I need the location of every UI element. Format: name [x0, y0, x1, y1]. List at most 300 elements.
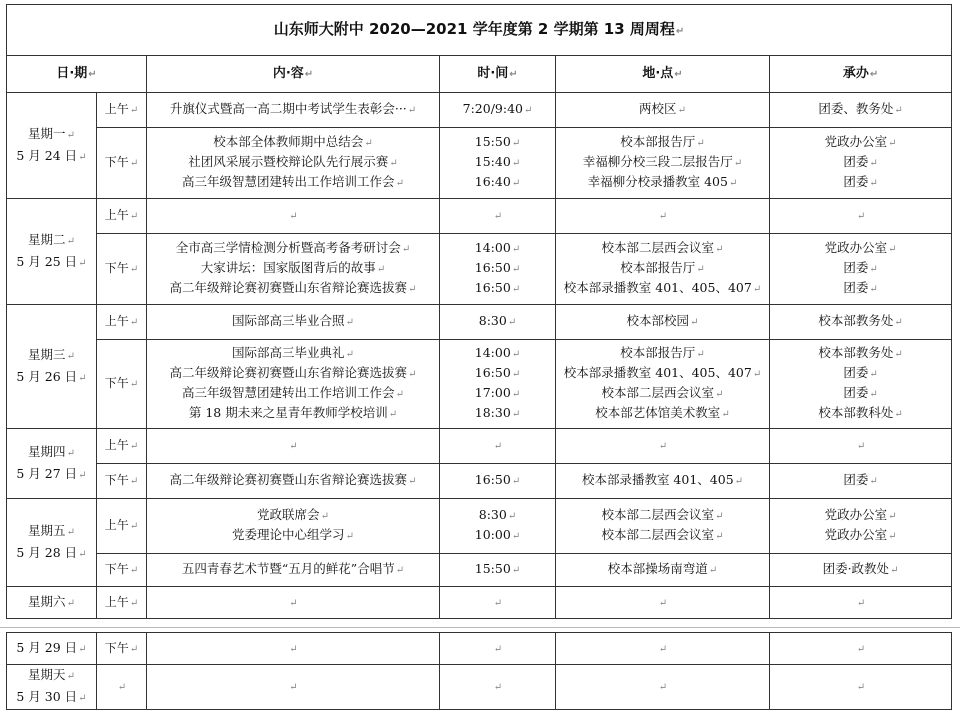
paragraph-mark: ↵ — [894, 105, 903, 116]
paragraph-mark: ↵ — [129, 211, 139, 222]
schedule-row-pm — [7, 464, 952, 499]
place-text: 校本部录播教室 401、405、407 — [563, 365, 752, 380]
place-line — [558, 526, 767, 546]
content-text: 第 18 期未来之星青年教师学校培训 — [188, 405, 388, 420]
header-date — [7, 56, 147, 93]
paragraph-mark: ↵ — [696, 138, 705, 149]
time-cell — [440, 554, 556, 587]
content-line — [149, 133, 437, 153]
host-text: 团委 — [843, 154, 869, 169]
place-line — [558, 133, 767, 153]
paragraph-mark: ↵ — [869, 178, 878, 189]
day-date: 5 月 28 日 — [16, 544, 78, 560]
place-text: 校本部校园 — [626, 313, 690, 328]
place-cell — [556, 429, 770, 464]
paragraph-mark: ↵ — [388, 409, 398, 420]
period-pm — [97, 464, 147, 499]
header-content — [147, 56, 440, 93]
paragraph-mark: ↵ — [894, 317, 903, 328]
time-line — [442, 384, 553, 404]
paragraph-mark: ↵ — [117, 682, 127, 693]
time-line — [442, 279, 553, 299]
content-text: 全市高三学情检测分析暨高考备考研讨会 — [175, 240, 401, 255]
host-line — [772, 259, 949, 279]
place-line — [558, 471, 767, 491]
period-pm — [97, 340, 147, 429]
header-time — [440, 56, 556, 93]
paragraph-mark: ↵ — [509, 68, 518, 80]
paragraph-mark: ↵ — [408, 284, 417, 295]
paragraph-mark: ↵ — [752, 284, 762, 295]
host-cell — [770, 429, 952, 464]
host-line — [772, 471, 949, 491]
paragraph-mark: ↵ — [894, 409, 903, 420]
host-cell — [770, 305, 952, 340]
place-line — [558, 404, 767, 424]
content-line — [149, 471, 437, 491]
schedule-page-2 — [6, 632, 951, 710]
day-date-line — [9, 146, 94, 168]
place-cell — [556, 199, 770, 234]
period-am — [97, 587, 147, 619]
host-text: 党政办公室 — [824, 527, 888, 542]
time-line — [442, 239, 553, 259]
host-cell — [770, 199, 952, 234]
time-line — [442, 100, 553, 120]
schedule-row-am — [7, 429, 952, 464]
paragraph-mark: ↵ — [734, 476, 744, 487]
host-text: 团委 — [843, 385, 869, 400]
paragraph-mark: ↵ — [511, 244, 521, 255]
time-text: 14:00 — [474, 345, 511, 360]
day-date: 5 月 25 日 — [16, 253, 78, 269]
paragraph-mark: ↵ — [66, 129, 75, 141]
place-text: 校本部录播教室 401、405 — [581, 472, 734, 487]
host-text: 校本部教务处 — [818, 345, 894, 360]
time-cell — [440, 93, 556, 128]
host-line — [772, 312, 949, 332]
paragraph-mark: ↵ — [658, 441, 668, 452]
period-label: 上午 — [104, 438, 129, 452]
time-text: 16:50 — [474, 280, 511, 295]
time-text: 16:50 — [474, 260, 511, 275]
paragraph-mark: ↵ — [129, 521, 139, 532]
paragraph-mark: ↵ — [511, 476, 521, 487]
paragraph-mark: ↵ — [66, 447, 75, 459]
period-pm — [97, 234, 147, 305]
period-am — [97, 199, 147, 234]
paragraph-mark: ↵ — [395, 178, 404, 189]
host-text: 团委·政教处 — [822, 561, 890, 576]
paragraph-mark: ↵ — [696, 349, 705, 360]
paragraph-mark: ↵ — [511, 349, 521, 360]
time-line — [442, 153, 553, 173]
place-text: 校本部报告厅 — [620, 345, 696, 360]
content-cell — [147, 340, 440, 429]
place-text: 校本部二层西会议室 — [601, 527, 715, 542]
content-line — [149, 384, 437, 404]
content-text: 高二年级辩论赛初赛暨山东省辩论赛选拔赛 — [169, 280, 408, 295]
paragraph-mark: ↵ — [507, 317, 517, 328]
host-line — [772, 593, 949, 613]
time-line — [442, 133, 553, 153]
content-cell — [147, 499, 440, 554]
paragraph-mark: ↵ — [289, 441, 298, 452]
day-cell — [7, 199, 97, 305]
paragraph-mark: ↵ — [888, 531, 897, 542]
paragraph-mark: ↵ — [78, 151, 87, 163]
paragraph-mark: ↵ — [511, 389, 521, 400]
paragraph-mark: ↵ — [658, 597, 668, 609]
content-text: 校本部全体教师期中总结会 — [213, 134, 364, 149]
period-am — [97, 429, 147, 464]
day-date-line — [9, 638, 94, 660]
paragraph-mark: ↵ — [708, 565, 718, 576]
content-cell — [147, 554, 440, 587]
day-cell — [7, 429, 97, 499]
paragraph-mark: ↵ — [289, 211, 298, 222]
place-text: 校本部二层西会议室 — [601, 507, 715, 522]
day-name: 星期天 — [28, 667, 66, 682]
time-cell — [440, 587, 556, 619]
paragraph-mark: ↵ — [493, 643, 503, 655]
host-line — [772, 404, 949, 424]
host-cell — [770, 554, 952, 587]
paragraph-mark: ↵ — [507, 511, 517, 522]
schedule-row-pm — [7, 234, 952, 305]
period-pm — [97, 128, 147, 199]
paragraph-mark: ↵ — [511, 178, 521, 189]
time-line — [442, 312, 553, 332]
day-cell — [7, 93, 97, 199]
place-cell — [556, 305, 770, 340]
time-cell — [440, 665, 556, 710]
day-date: 5 月 29 日 — [16, 639, 78, 655]
host-line — [772, 677, 949, 697]
period-empty — [97, 665, 147, 710]
place-cell — [556, 633, 770, 665]
time-line — [442, 677, 553, 697]
time-cell — [440, 199, 556, 234]
schedule-row-full — [7, 665, 952, 710]
schedule-title-text: 山东师大附中 2020—2021 学年度第 2 学期第 13 周周程 — [273, 19, 675, 38]
paragraph-mark: ↵ — [511, 565, 521, 576]
host-line — [772, 364, 949, 384]
time-text: 15:40 — [474, 154, 511, 169]
time-text: 8:30 — [478, 507, 507, 522]
day-cell — [7, 305, 97, 429]
host-line — [772, 239, 949, 259]
day-name: 星期一 — [28, 125, 66, 141]
content-line — [149, 526, 437, 546]
paragraph-mark: ↵ — [511, 531, 521, 542]
paragraph-mark: ↵ — [493, 211, 503, 222]
day-date-line — [9, 252, 94, 274]
content-text: 大家讲坛：国家版图背后的故事 — [200, 260, 376, 275]
schedule-row-pm — [7, 128, 952, 199]
period-label: 上午 — [104, 208, 129, 222]
content-line — [149, 639, 437, 659]
time-text: 15:50 — [474, 561, 511, 576]
content-text: 国际部高三毕业典礼 — [232, 345, 345, 360]
paragraph-mark: ↵ — [389, 158, 398, 169]
paragraph-mark: ↵ — [715, 531, 724, 542]
place-text: 校本部二层西会议室 — [601, 385, 715, 400]
paragraph-mark: ↵ — [658, 643, 668, 655]
place-line — [558, 364, 767, 384]
content-cell — [147, 199, 440, 234]
paragraph-mark: ↵ — [320, 511, 329, 522]
place-text: 校本部报告厅 — [620, 260, 696, 275]
place-text: 幸福柳分校三段二层报告厅 — [582, 154, 733, 169]
paragraph-mark: ↵ — [715, 511, 724, 522]
paragraph-mark: ↵ — [715, 244, 724, 255]
schedule-row-am — [7, 199, 952, 234]
host-cell — [770, 587, 952, 619]
period-am — [97, 305, 147, 340]
content-line — [149, 677, 437, 697]
content-text: 国际部高三毕业合照 — [232, 313, 345, 328]
place-cell — [556, 128, 770, 199]
paragraph-mark: ↵ — [677, 105, 686, 116]
host-line — [772, 206, 949, 226]
day-name-line — [9, 442, 94, 464]
time-line — [442, 593, 553, 613]
paragraph-mark: ↵ — [408, 369, 417, 380]
time-text: 14:00 — [474, 240, 511, 255]
host-line — [772, 133, 949, 153]
paragraph-mark: ↵ — [721, 409, 730, 420]
host-text: 团委 — [843, 260, 869, 275]
paragraph-mark: ↵ — [408, 476, 417, 487]
host-text: 校本部教务处 — [818, 313, 894, 328]
paragraph-mark: ↵ — [696, 264, 705, 275]
period-label: 下午 — [104, 640, 129, 655]
host-text: 团委 — [843, 174, 869, 189]
day-name-line — [9, 592, 94, 614]
host-line — [772, 506, 949, 526]
period-pm — [97, 633, 147, 665]
paragraph-mark: ↵ — [733, 158, 743, 169]
time-text: 16:40 — [474, 174, 511, 189]
time-line — [442, 404, 553, 424]
time-line — [442, 173, 553, 193]
weekly-schedule-table-continued — [6, 632, 952, 710]
time-line — [442, 506, 553, 526]
day-name: 星期三 — [28, 346, 66, 362]
day-name: 星期二 — [28, 231, 66, 247]
paragraph-mark: ↵ — [511, 158, 521, 169]
content-line — [149, 593, 437, 613]
paragraph-mark: ↵ — [304, 68, 314, 80]
content-line — [149, 436, 437, 456]
paragraph-mark: ↵ — [894, 349, 903, 360]
host-cell — [770, 128, 952, 199]
schedule-title — [7, 5, 952, 56]
place-text: 校本部报告厅 — [620, 134, 696, 149]
page-break — [0, 624, 960, 632]
content-line — [149, 173, 437, 193]
period-pm — [97, 554, 147, 587]
time-line — [442, 364, 553, 384]
paragraph-mark: ↵ — [511, 284, 521, 295]
schedule-row-pm — [7, 554, 952, 587]
content-line — [149, 506, 437, 526]
time-cell — [440, 429, 556, 464]
time-cell — [440, 128, 556, 199]
header-host-text: 承办 — [842, 65, 869, 81]
time-text: 18:30 — [474, 405, 511, 420]
place-cell — [556, 340, 770, 429]
paragraph-mark: ↵ — [493, 441, 503, 452]
paragraph-mark: ↵ — [401, 244, 411, 255]
paragraph-mark: ↵ — [511, 138, 521, 149]
time-line — [442, 639, 553, 659]
day-cell — [7, 587, 97, 619]
paragraph-mark: ↵ — [856, 597, 866, 609]
host-text: 党政办公室 — [824, 240, 888, 255]
paragraph-mark: ↵ — [376, 264, 386, 275]
place-cell — [556, 234, 770, 305]
host-line — [772, 173, 949, 193]
paragraph-mark: ↵ — [395, 389, 404, 400]
paragraph-mark: ↵ — [78, 548, 87, 560]
day-date: 5 月 24 日 — [16, 147, 78, 163]
day-name-line — [9, 665, 94, 687]
place-line — [558, 100, 767, 120]
day-cell — [7, 499, 97, 587]
content-text: 高二年级辩论赛初赛暨山东省辩论赛选拔赛 — [169, 365, 408, 380]
day-cell — [7, 665, 97, 710]
host-line — [772, 436, 949, 456]
paragraph-mark: ↵ — [345, 349, 354, 360]
day-name-line — [9, 124, 94, 146]
host-text: 团委 — [843, 472, 869, 487]
period-label: 上午 — [104, 314, 129, 328]
paragraph-mark: ↵ — [869, 158, 878, 169]
place-text: 校本部录播教室 401、405、407 — [563, 280, 752, 295]
period-am — [97, 499, 147, 554]
content-line — [149, 344, 437, 364]
content-line — [149, 364, 437, 384]
paragraph-mark: ↵ — [78, 693, 87, 704]
place-text: 幸福柳分校录播教室 405 — [587, 174, 728, 189]
day-date-line — [9, 464, 94, 486]
day-date: 5 月 26 日 — [16, 368, 78, 384]
place-line — [558, 206, 767, 226]
day-date: 5 月 27 日 — [16, 465, 78, 481]
paragraph-mark: ↵ — [493, 597, 503, 609]
paragraph-mark: ↵ — [856, 643, 866, 655]
place-line — [558, 384, 767, 404]
paragraph-mark: ↵ — [66, 235, 75, 247]
time-text: 15:50 — [474, 134, 511, 149]
host-line — [772, 279, 949, 299]
paragraph-mark: ↵ — [129, 379, 139, 390]
day-name: 星期五 — [28, 522, 66, 538]
paragraph-mark: ↵ — [869, 284, 878, 295]
host-text: 团委 — [843, 280, 869, 295]
time-line — [442, 259, 553, 279]
content-cell — [147, 587, 440, 619]
host-line — [772, 100, 949, 120]
place-cell — [556, 93, 770, 128]
header-content-text: 内·容 — [272, 65, 304, 81]
day-date-line — [9, 543, 94, 565]
paragraph-mark: ↵ — [66, 350, 75, 362]
place-line — [558, 312, 767, 332]
schedule-row-pm — [7, 633, 952, 665]
paragraph-mark: ↵ — [715, 389, 724, 400]
host-cell — [770, 93, 952, 128]
paragraph-mark: ↵ — [129, 105, 139, 116]
host-line — [772, 384, 949, 404]
host-cell — [770, 234, 952, 305]
paragraph-mark: ↵ — [856, 441, 866, 452]
period-label: 下午 — [104, 473, 129, 487]
time-line — [442, 206, 553, 226]
content-cell — [147, 429, 440, 464]
content-line — [149, 560, 437, 580]
time-cell — [440, 464, 556, 499]
time-line — [442, 560, 553, 580]
place-line — [558, 560, 767, 580]
host-cell — [770, 499, 952, 554]
period-label: 下午 — [104, 261, 129, 275]
paragraph-mark: ↵ — [869, 389, 878, 400]
paragraph-mark: ↵ — [523, 105, 533, 116]
content-text: 高三年级智慧团建转出工作培训工作会 — [182, 174, 395, 189]
place-cell — [556, 554, 770, 587]
host-text: 党政办公室 — [824, 507, 888, 522]
time-text: 8:30 — [478, 313, 507, 328]
page-break-line — [0, 627, 960, 628]
host-cell — [770, 633, 952, 665]
day-cell — [7, 633, 97, 665]
header-place-text: 地·点 — [642, 65, 674, 81]
time-line — [442, 344, 553, 364]
content-line — [149, 153, 437, 173]
paragraph-mark: ↵ — [395, 565, 405, 576]
content-text: 党委理论中心组学习 — [232, 527, 345, 542]
paragraph-mark: ↵ — [129, 158, 139, 169]
time-text: 17:00 — [474, 385, 511, 400]
header-row — [7, 56, 952, 93]
paragraph-mark: ↵ — [888, 511, 897, 522]
paragraph-mark: ↵ — [890, 565, 899, 576]
paragraph-mark: ↵ — [66, 671, 75, 682]
paragraph-mark: ↵ — [675, 25, 685, 37]
paragraph-mark: ↵ — [129, 565, 139, 576]
content-cell — [147, 128, 440, 199]
time-cell — [440, 633, 556, 665]
paragraph-mark: ↵ — [289, 682, 298, 693]
content-line — [149, 404, 437, 424]
header-date-text: 日·期 — [56, 65, 88, 81]
paragraph-mark: ↵ — [869, 476, 878, 487]
content-line — [149, 259, 437, 279]
paragraph-mark: ↵ — [129, 441, 139, 452]
host-line — [772, 639, 949, 659]
content-cell — [147, 464, 440, 499]
paragraph-mark: ↵ — [407, 105, 417, 116]
paragraph-mark: ↵ — [129, 476, 139, 487]
paragraph-mark: ↵ — [511, 369, 521, 380]
place-line — [558, 677, 767, 697]
content-cell — [147, 665, 440, 710]
content-text: 高三年级智慧团建转出工作培训工作会 — [182, 385, 395, 400]
place-text: 两校区 — [639, 101, 677, 116]
